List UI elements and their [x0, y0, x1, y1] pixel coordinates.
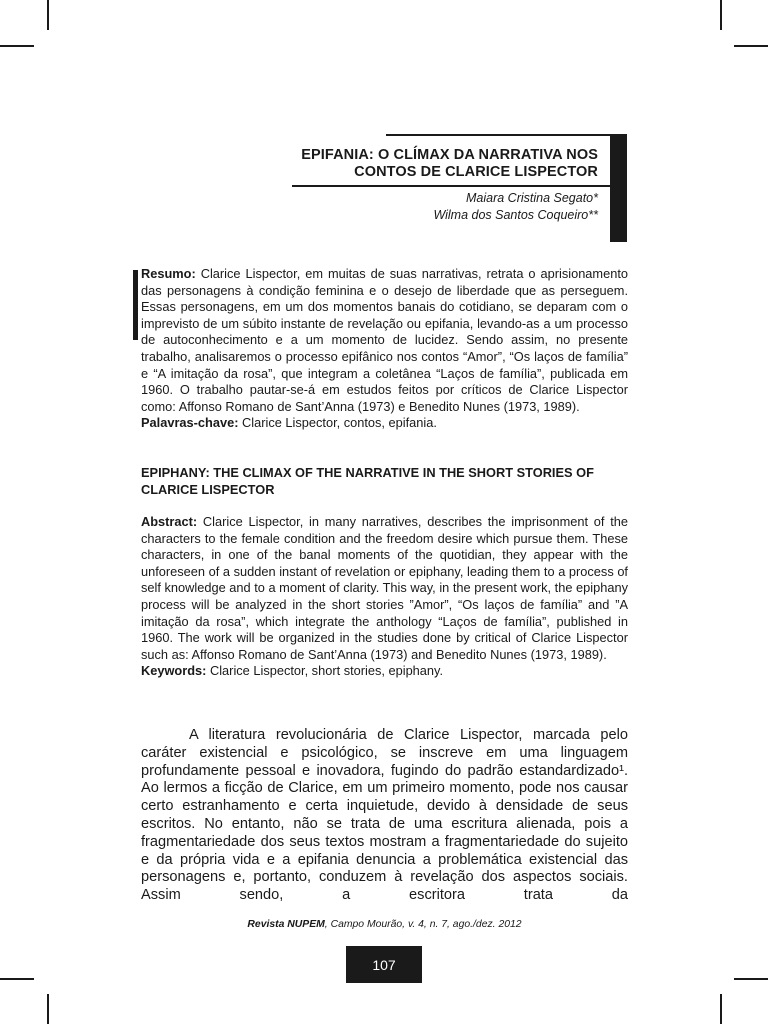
article-authors: [258, 190, 598, 224]
author-2: Wilma dos Santos Coqueiro**: [433, 208, 598, 222]
crop-mark: [734, 978, 768, 980]
page-number: [346, 946, 422, 983]
crop-mark: [720, 0, 722, 30]
abstract-label: Abstract:: [141, 514, 198, 529]
abstract-side-bar: [133, 270, 138, 340]
crop-mark: [720, 994, 722, 1024]
body-paragraph: [141, 727, 628, 905]
palavras-chave-label: Palavras-chave:: [141, 415, 239, 431]
abstract-section: [141, 514, 628, 680]
crop-mark: [47, 0, 49, 30]
abstract-text: Clarice Lispector, in many narratives, describes the imprisonment of the characters to the female condition and the freedom desire which pursue them. These characters, in one of the banal moments of the quotidian, they appear with the unforeseen of a sudden instant of revelation or epiphany, leading them to a process of self knowledge and to a moment of clarity. This way, in the present work, the epiphany process will be analyzed in the short stories ”Amor”, “Os laços de família” and ”A imitação da rosa”, which integrate the anthology “Laços de família”, published in 1960. The work will be organized in the studies done by critical of Clarice Lispector such as: Affonso Romano de Sant’Anna (1973) and Benedito Nunes (1973, 1989).: [141, 514, 628, 662]
journal-citation: [141, 919, 628, 930]
citation-details: , Campo Mourão, v. 4, n. 7, ago./dez. 2012: [324, 919, 522, 930]
crop-mark: [47, 994, 49, 1024]
crop-mark: [734, 45, 768, 47]
author-1: Maiara Cristina Segato*: [465, 191, 598, 205]
palavras-chave-paragraph: [141, 415, 628, 432]
article-title: EPIFANIA: O CLÍMAX DA NARRATIVA NOS CONTOS DE CLARICE LISPECTOR: [301, 147, 598, 180]
palavras-chave-text: Clarice Lispector, contos, epifania.: [238, 415, 437, 431]
resumo-text: Clarice Lispector, em muitas de suas narrativas, retrata o aprisionamento das personagens à condição feminina e o desejo de liberdade que as perseguem. Essas personagens, em um dos momentos banais do cotidiano, se deparam com o imprevisto de um súbito instante de revelação ou epifania, levando-as a um processo de autoconhecimento e a um momento de lucidez. Sendo assim, no presente trabalho, analisaremos o processo epifânico nos contos “Amor”, “Os laços de família” e “A imitação da rosa”, que integram a coletânea “Laços de família”, publicada em 1960. O trabalho pautar-se-á em estudos feitos por críticos de Clarice Lispector como: Affonso Romano de Sant’Anna (1973) e Benedito Nunes (1973, 1989).: [141, 266, 628, 414]
crop-mark: [0, 45, 34, 47]
resumo-section: [141, 266, 628, 432]
page-number-text: 107: [372, 956, 396, 973]
crop-mark: [0, 978, 34, 980]
body-paragraph-text: A literatura revolucionária de Clarice Lispector, marcada pelo caráter existencial e psicológico, se inscreve em uma linguagem profundamente pessoal e inovadora, fugindo do padrão estandardizado¹. Ao lermos a ficção de Clarice, em um primeiro momento, pode nos causar certo estranhamento e certa inquietude, devido à densidade de seus escritos. No entanto, não se trata de uma escritura alienada, pois a fragmentariedade dos seus textos mostram a fragmentariedade do sujeito e da própria vida e a epifania denuncia a problemática existencial das personagens e, portanto, conduzem à revelação dos aspectos sociais. Assim sendo, a escritora trata da: [141, 727, 628, 904]
keywords-paragraph: [141, 663, 628, 680]
keywords-text: Clarice Lispector, short stories, epiphany.: [206, 663, 444, 679]
abstract-paragraph: [141, 514, 628, 663]
keywords-label: Keywords:: [141, 663, 207, 679]
title-side-bar: [610, 134, 627, 242]
journal-name: Revista NUPEM: [247, 919, 325, 930]
title-rule-divider: [292, 185, 610, 187]
title-rule-top: [386, 134, 610, 136]
english-title: EPIPHANY: THE CLIMAX OF THE NARRATIVE IN THE SHORT STORIES OF CLARICE LISPECTOR: [141, 465, 594, 497]
resumo-label: Resumo:: [141, 266, 196, 281]
resumo-paragraph: [141, 266, 628, 415]
